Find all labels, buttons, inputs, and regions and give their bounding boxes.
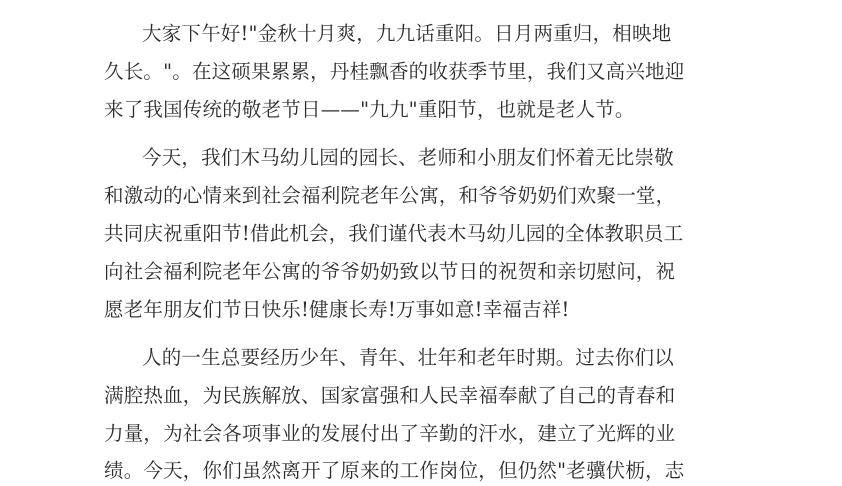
paragraph-2-line-5: 愿老年朋友们节日快乐!健康长寿!万事如意!幸福吉祥! bbox=[104, 298, 570, 321]
paragraph-3-line-4: 绩。今天，你们虽然离开了原来的工作岗位，但仍然"老骥伏枥，志 bbox=[104, 459, 685, 482]
paragraph-2-line-1: 今天，我们木马幼儿园的园长、老师和小朋友们怀着无比崇敬 bbox=[142, 146, 674, 169]
paragraph-3-line-1: 人的一生总要经历少年、青年、壮年和老年时期。过去你们以 bbox=[142, 346, 674, 369]
paragraph-2-line-3: 共同庆祝重阳节!借此机会，我们谨代表木马幼儿园的全体教职员工 bbox=[104, 222, 684, 245]
paragraph-1-line-3: 来了我国传统的敬老节日——"九九"重阳节，也就是老人节。 bbox=[104, 98, 635, 121]
paragraph-1-line-1: 大家下午好!"金秋十月爽，九九话重阳。日月两重归，相映地 bbox=[142, 22, 672, 45]
paragraph-1-line-2: 久长。"。在这硕果累累，丹桂飘香的收获季节里，我们又高兴地迎 bbox=[104, 60, 685, 83]
paragraph-3-line-2: 满腔热血，为民族解放、国家富强和人民幸福奉献了自己的青春和 bbox=[104, 384, 676, 407]
paragraph-2-line-4: 向社会福利院老年公寓的爷爷奶奶致以节日的祝贺和亲切慰问，祝 bbox=[104, 260, 676, 283]
paragraph-3-line-3: 力量，为社会各项事业的发展付出了辛勤的汗水，建立了光辉的业 bbox=[104, 422, 676, 445]
paragraph-2-line-2: 和激动的心情来到社会福利院老年公寓，和爷爷奶奶们欢聚一堂， bbox=[104, 184, 676, 207]
